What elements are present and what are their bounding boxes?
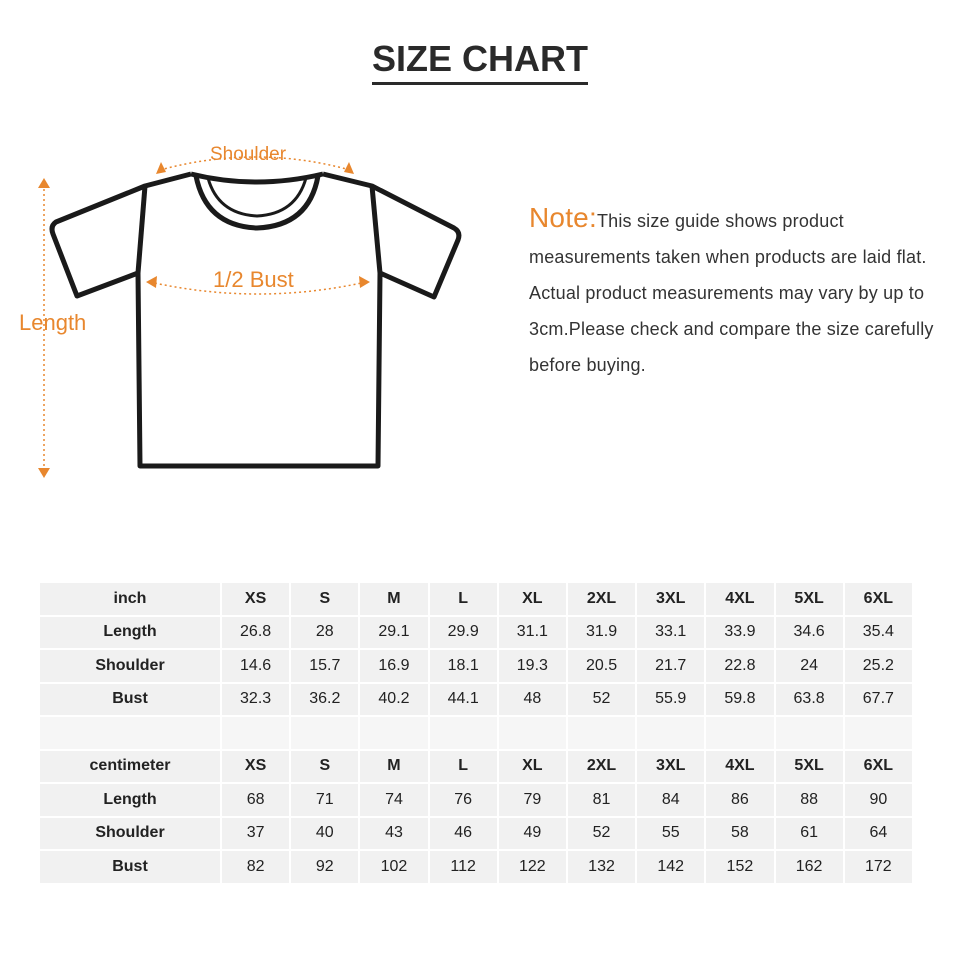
note-text: This size guide shows product measurements taken when products are laid flat. Actual product measurements may vary by up to 3cm.Please check and compare the size carefully before buying.: [529, 211, 934, 375]
table-row: [39, 683, 913, 717]
measure-label-cell: Bust: [39, 683, 221, 717]
table-cell: 49: [498, 817, 567, 851]
table-cell: 34.6: [775, 616, 844, 650]
empty-cell: [844, 716, 913, 750]
size-header-cell: XS: [221, 750, 290, 784]
page-title: [0, 38, 960, 85]
table-cell: 122: [498, 850, 567, 884]
tshirt-diagram: [0, 130, 480, 490]
table-cell: 31.1: [498, 616, 567, 650]
empty-cell: [221, 716, 290, 750]
table-cell: 29.9: [429, 616, 498, 650]
size-header-cell: 4XL: [705, 750, 774, 784]
note-label: Note:: [529, 202, 597, 233]
measure-label-cell: Bust: [39, 850, 221, 884]
tshirt-body: [52, 174, 459, 466]
table-cell: 67.7: [844, 683, 913, 717]
table-cell: 26.8: [221, 616, 290, 650]
table-cell: 31.9: [567, 616, 636, 650]
page-title-text: SIZE CHART: [372, 38, 588, 85]
table-cell: 33.1: [636, 616, 705, 650]
size-header-cell: L: [429, 582, 498, 616]
shoulder-label: Shoulder: [210, 144, 287, 165]
empty-cell: [39, 716, 221, 750]
size-header-cell: 6XL: [844, 582, 913, 616]
table-row: [39, 850, 913, 884]
size-header-cell: 5XL: [775, 582, 844, 616]
empty-cell: [636, 716, 705, 750]
table-cell: 18.1: [429, 649, 498, 683]
table-cell: 52: [567, 683, 636, 717]
table-cell: 61: [775, 817, 844, 851]
table-cell: 21.7: [636, 649, 705, 683]
table-cell: 14.6: [221, 649, 290, 683]
empty-cell: [290, 716, 359, 750]
table-cell: 74: [359, 783, 428, 817]
table-cell: 86: [705, 783, 774, 817]
size-header-cell: XL: [498, 582, 567, 616]
table-cell: 71: [290, 783, 359, 817]
empty-cell: [705, 716, 774, 750]
table-cell: 55: [636, 817, 705, 851]
length-label: Length: [19, 310, 87, 335]
bust-arrow-right: [359, 276, 370, 288]
table-cell: 48: [498, 683, 567, 717]
table-cell: 43: [359, 817, 428, 851]
table-cell: 84: [636, 783, 705, 817]
table-row: [39, 616, 913, 650]
table-cell: 35.4: [844, 616, 913, 650]
size-header-cell: M: [359, 750, 428, 784]
empty-cell: [498, 716, 567, 750]
table-header-row: [39, 582, 913, 616]
shoulder-arrow-left: [156, 162, 166, 174]
table-cell: 24: [775, 649, 844, 683]
bust-arrow-left: [146, 276, 157, 288]
table-cell: 32.3: [221, 683, 290, 717]
table-cell: 40.2: [359, 683, 428, 717]
table-cell: 82: [221, 850, 290, 884]
table-cell: 58: [705, 817, 774, 851]
length-arrow-bottom: [38, 468, 50, 478]
table-cell: 90: [844, 783, 913, 817]
size-header-cell: L: [429, 750, 498, 784]
table-row: [39, 649, 913, 683]
size-header-cell: 5XL: [775, 750, 844, 784]
measure-label-cell: Length: [39, 783, 221, 817]
size-header-cell: S: [290, 582, 359, 616]
table-cell: 64: [844, 817, 913, 851]
measure-label-cell: Shoulder: [39, 649, 221, 683]
table-cell: 44.1: [429, 683, 498, 717]
table-header-row: [39, 750, 913, 784]
size-header-cell: 6XL: [844, 750, 913, 784]
table-cell: 37: [221, 817, 290, 851]
size-table-grid: [38, 581, 914, 885]
unit-header-cell: centimeter: [39, 750, 221, 784]
table-cell: 19.3: [498, 649, 567, 683]
size-header-cell: 3XL: [636, 582, 705, 616]
table-cell: 79: [498, 783, 567, 817]
table-cell: 55.9: [636, 683, 705, 717]
table-cell: 142: [636, 850, 705, 884]
size-header-cell: M: [359, 582, 428, 616]
table-cell: 68: [221, 783, 290, 817]
shoulder-arrow-right: [344, 162, 354, 174]
size-header-cell: 2XL: [567, 582, 636, 616]
table-cell: 36.2: [290, 683, 359, 717]
unit-header-cell: inch: [39, 582, 221, 616]
table-cell: 29.1: [359, 616, 428, 650]
table-cell: 15.7: [290, 649, 359, 683]
table-cell: 132: [567, 850, 636, 884]
tshirt-collar-outer: [191, 174, 323, 182]
size-header-cell: 4XL: [705, 582, 774, 616]
table-cell: 22.8: [705, 649, 774, 683]
table-cell: 40: [290, 817, 359, 851]
table-cell: 81: [567, 783, 636, 817]
empty-cell: [359, 716, 428, 750]
size-header-cell: XL: [498, 750, 567, 784]
empty-cell: [429, 716, 498, 750]
size-header-cell: 3XL: [636, 750, 705, 784]
table-cell: 92: [290, 850, 359, 884]
empty-cell: [775, 716, 844, 750]
measure-label-cell: Length: [39, 616, 221, 650]
table-cell: 88: [775, 783, 844, 817]
table-cell: 28: [290, 616, 359, 650]
table-row: [39, 817, 913, 851]
table-cell: 46: [429, 817, 498, 851]
table-cell: 59.8: [705, 683, 774, 717]
size-table: [38, 581, 914, 885]
size-header-cell: 2XL: [567, 750, 636, 784]
bust-label: 1/2 Bust: [213, 267, 294, 292]
table-cell: 76: [429, 783, 498, 817]
table-cell: 172: [844, 850, 913, 884]
table-cell: 152: [705, 850, 774, 884]
empty-cell: [567, 716, 636, 750]
table-cell: 33.9: [705, 616, 774, 650]
table-cell: 52: [567, 817, 636, 851]
length-arrow-top: [38, 178, 50, 188]
size-note: [529, 200, 949, 383]
table-cell: 25.2: [844, 649, 913, 683]
table-cell: 162: [775, 850, 844, 884]
table-cell: 63.8: [775, 683, 844, 717]
table-cell: 112: [429, 850, 498, 884]
table-row: [39, 783, 913, 817]
size-header-cell: S: [290, 750, 359, 784]
size-header-cell: XS: [221, 582, 290, 616]
table-cell: 102: [359, 850, 428, 884]
table-spacer-row: [39, 716, 913, 750]
table-cell: 16.9: [359, 649, 428, 683]
measure-label-cell: Shoulder: [39, 817, 221, 851]
table-cell: 20.5: [567, 649, 636, 683]
